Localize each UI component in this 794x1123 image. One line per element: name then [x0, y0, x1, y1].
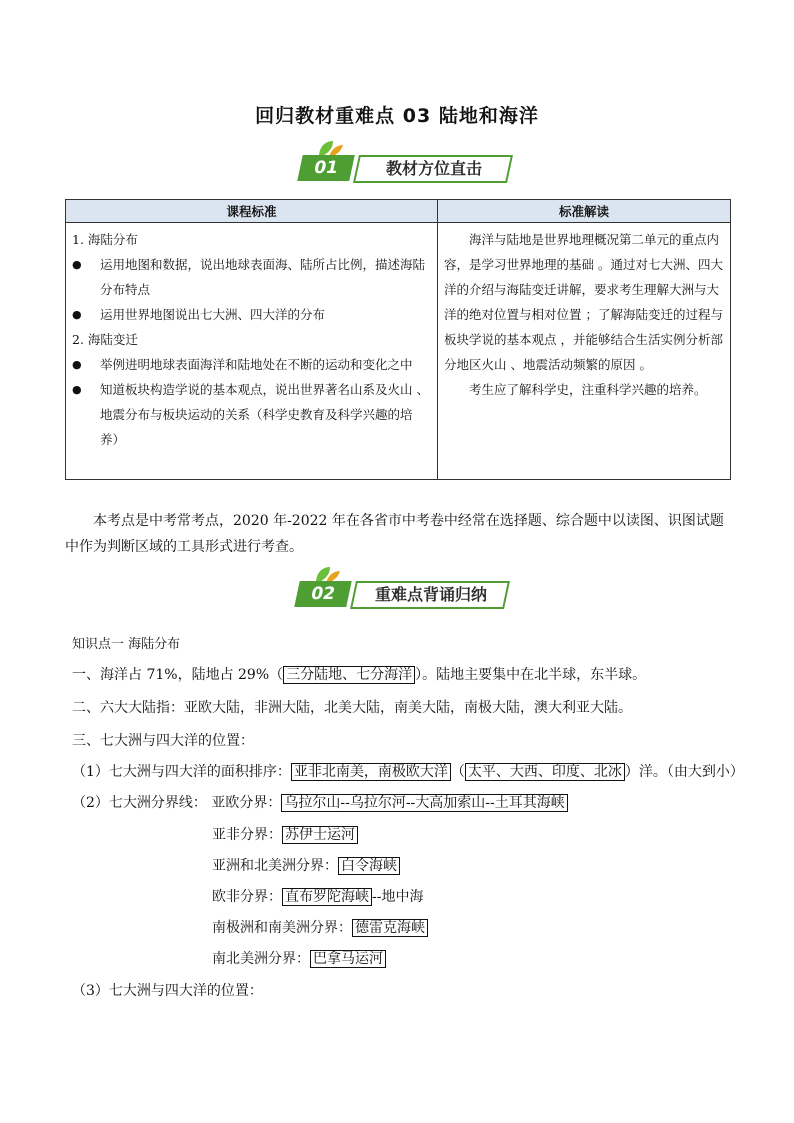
text-line-4: （1）七大洲与四大洋的面积排序： 亚非北南美，南极欧大洋 （ 太平、大西、印度、北冰 ）洋。（由大到小）	[72, 764, 744, 780]
section-number: 01	[297, 155, 355, 181]
standard-heading-1: 1. 海陆分布	[72, 232, 138, 247]
section-label: 重难点背诵归纳	[374, 585, 487, 604]
table-header-interpretation: 标准解读	[438, 200, 731, 223]
boxed-term: 太平、大西、印度、北冰	[465, 763, 625, 781]
standard-cell	[66, 223, 438, 480]
bullet-icon: ●	[72, 383, 82, 396]
text-line-6: 亚非分界： 苏伊士运河	[212, 824, 358, 844]
page-title: 回归教材重难点 03 陆地和海洋	[255, 105, 539, 127]
text-line-2: 二、六大大陆指：亚欧大陆，非洲大陆，北美大陆，南美大陆，南极大陆，澳大利亚大陆。	[72, 700, 632, 716]
interpretation-paragraph-2: 考生应了解科学史，注重科学兴趣的培养。	[469, 382, 707, 397]
list-item: ● 运用世界地图说出七大洲、四大洋的分布	[72, 302, 431, 327]
text-line-10: 南北美洲分界： 巴拿马运河	[212, 948, 386, 968]
standards-table	[65, 199, 731, 480]
table-header-standard: 课程标准	[66, 200, 438, 223]
interpretation-paragraph: 海洋与陆地是世界地理概况第二单元的重点内容，是学习世界地理的基础 。通过对七大洲、四大洋的介绍与海陆变迁讲解，要求考生理解大洲与大洋的绝对位置与相对位置 ；了解海陆变迁的过程与板块学说的基本观点 ，并能够结合生活实例分析部分地区火山 、地震活动频繁的原因 。	[444, 232, 723, 372]
section-number: 02	[294, 581, 352, 607]
boxed-term: 亚非北南美，南极欧大洋	[291, 763, 451, 781]
boxed-term: 白令海峡	[338, 857, 400, 875]
text-line-5: （2）七大洲分界线： 亚欧分界： 乌拉尔山--乌拉尔河--大高加索山--土耳其海峡	[72, 792, 568, 812]
bullet-icon: ●	[72, 258, 82, 271]
boxed-term: 德雷克海峡	[352, 919, 428, 937]
bullet-icon: ●	[72, 308, 82, 321]
intro-paragraph: 本考点是中考常考点，2020 年-2022 年在各省市中考卷中经常在选择题、综合题中以读图、识图试题中作为判断区域的工具形式进行考查。	[65, 513, 724, 555]
list-item: ● 运用地图和数据，说出地球表面海、陆所占比例，描述海陆分布特点	[72, 252, 431, 302]
boxed-term: 苏伊士运河	[282, 826, 358, 844]
list-item: ● 举例进明地球表面海洋和陆地处在不断的运动和变化之中	[72, 352, 431, 377]
knowledge-heading: 知识点一 海陆分布	[72, 637, 181, 652]
interpretation-cell	[438, 223, 731, 480]
text-line-1: 一、海洋占 71%，陆地占 29%（ 三分陆地、七分海洋 ）。陆地主要集中在北半球，东半球。	[72, 667, 647, 683]
text-line-11: （3）七大洲与四大洋的位置：	[72, 983, 263, 999]
boxed-term: 巴拿马运河	[310, 950, 386, 968]
text-line-3: 三、七大洲与四大洋的位置：	[72, 733, 254, 749]
boxed-term: 直布罗陀海峡	[282, 888, 372, 906]
text-line-8: 欧非分界： 直布罗陀海峡 --地中海	[212, 889, 424, 905]
section-banner-2	[297, 577, 507, 611]
text-line-7: 亚洲和北美洲分界： 白令海峡	[212, 855, 400, 875]
boxed-term: 三分陆地、七分海洋	[283, 666, 415, 684]
bullet-icon: ●	[72, 358, 82, 371]
list-item: ● 知道板块构造学说的基本观点，说出世界著名山系及火山 、地震分布与板块运动的关系（科学史教育及科学兴趣的培养）	[72, 377, 431, 452]
standard-heading-2: 2. 海陆变迁	[72, 332, 138, 347]
text-line-9: 南极洲和南美洲分界： 德雷克海峡	[212, 917, 428, 937]
section-label: 教材方位直击	[385, 159, 482, 178]
section-banner-1	[300, 151, 510, 185]
boxed-term: 乌拉尔山--乌拉尔河--大高加索山--土耳其海峡	[281, 794, 567, 812]
